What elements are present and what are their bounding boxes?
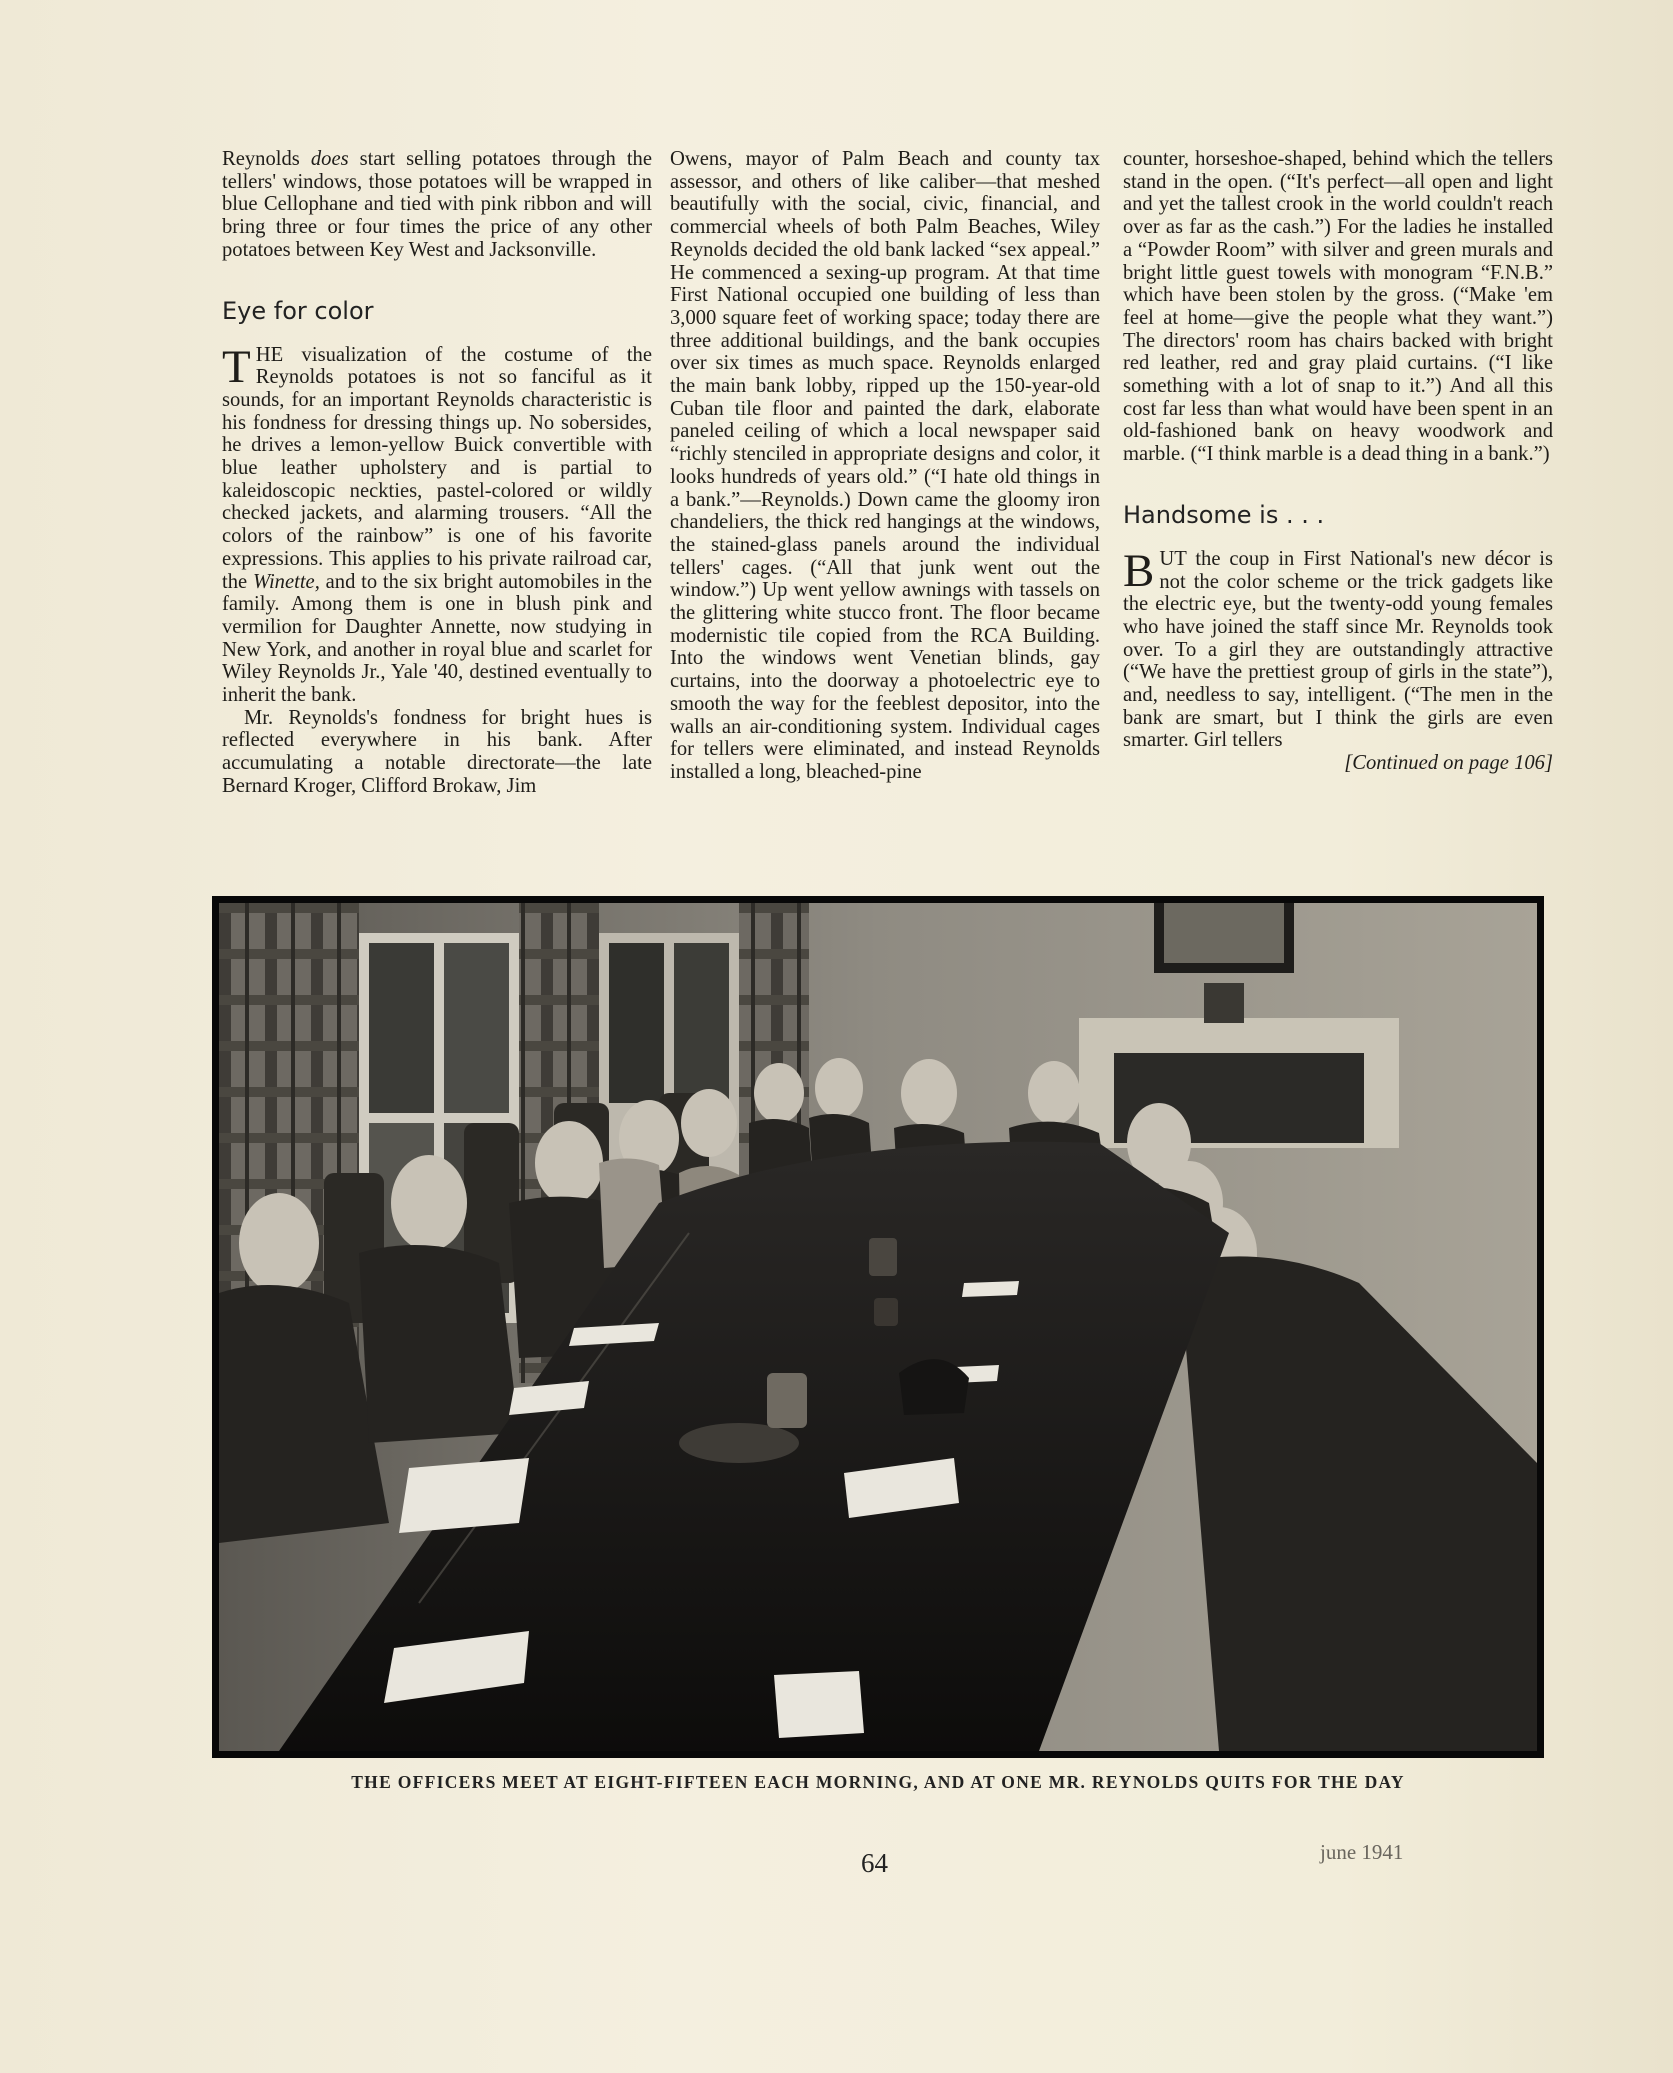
photo-frame — [212, 896, 1544, 1758]
article-column-3 — [1123, 148, 1553, 775]
italic-text: Winette, — [252, 570, 320, 593]
drop-cap: B — [1123, 544, 1155, 597]
paragraph — [222, 340, 652, 707]
continued-jump-line: [Continued on page 106] — [1344, 752, 1553, 775]
article-column-2 — [670, 148, 1100, 784]
text-run: Reynolds — [222, 148, 311, 170]
text-run: and to the six bright automobiles in the family. Among them is one in blush pink and vermilion for Daughter Annette, now studying in New York, and another in royal blue and scarlet for Wiley Reynolds Jr., Yale '40, destined eventually to inherit the bank. — [222, 570, 652, 707]
page-number: 64 — [861, 1848, 888, 1878]
issue-date: june 1941 — [1320, 1840, 1404, 1864]
italic-text: does — [310, 148, 349, 170]
paragraph: counter, horseshoe-shaped, behind which the tellers stand in the open. (“It's perfect—all open and light and yet the tallest crook in the world couldn't reach over as far as the cash.”) For the ladies he installed a “Powder Room” with silver and green murals and bright little guest towels with monogram “F.N.B.” which have been stolen by the gross. (“Make 'em feel at home—give the people what they want.”) The directors' room has chairs backed with bright red leather, red and gray plaid curtains. (“I like something with a lot of snap to it.”) And all this cost far less than what would have been spent in an old-fashioned bank on heavy woodwork and marble. (“I think marble is a dead thing in a bank.”) — [1123, 148, 1553, 466]
paragraph — [222, 148, 652, 262]
paragraph: Owens, mayor of Palm Beach and county tax assessor, and others of like caliber—that meshed beautifully with the social, civic, financial, and commercial wheels of both Palm Beaches, Wiley Reynolds decided the old bank lacked “sex appeal.” He commenced a sexing-up program. At that time First National occupied one building of less than 3,000 square feet of working space; today there are three additional buildings, and the bank occupies over six times as much space. Reynolds enlarged the main bank lobby, ripped up the 150-year-old Cuban tile floor and painted the dark, elaborate paneled ceiling of which a local newspaper said “richly stenciled in appropriate designs and color, it looks hundreds of years old.” (“I hate old things in a bank.”—Reynolds.) Down came the gloomy iron chandeliers, the thick red hangings at the windows, the stained-glass panels around the individual tellers' cages. (“All that junk went out the window.”) Up went yellow awnings with tassels on the glittering white stucco front. The floor became modernistic tile copied from the RCA Building. Into the windows went Venetian blinds, gay curtains, into the doorway a photoelectric eye to smooth the way for the feeblest depositor, into the walls an air-conditioning system. Individual cages for tellers were eliminated, and instead Reynolds installed a long, bleached-pine — [670, 148, 1100, 783]
section-subhead: Handsome is . . . — [1123, 500, 1325, 529]
boardroom-photo-illustration — [219, 903, 1537, 1751]
paragraph — [1123, 544, 1553, 752]
text-run: start selling potatoes through the tellers' windows, those potatoes will be wrapped in blue Cellophane and tied with pink ribbon and will bring three or four times the price of any other potatoes between Key West and Jacksonville. — [222, 148, 652, 261]
article-column-1 — [222, 148, 652, 798]
section-subhead: Eye for color — [222, 296, 374, 325]
text-run: UT the coup in First National's new décor is not the color scheme or the trick gadgets like the electric eye, but the twenty-odd young females who have joined the staff since Mr. Reynolds took over. To a girl they are outstandingly attractive (“We have the prettiest group of girls in the state”), and, needless to say, intelligent. (“The men in the bank are smart, but I think the girls are even smarter. Girl tellers — [1123, 547, 1553, 752]
text-run: HE visualization of the costume of the Reynolds potatoes is not so fanciful as it sounds, for an important Reynolds characteristic is his fondness for dressing things up. No sobersides, he drives a lemon-yellow Buick convertible with blue leather upholstery and is partial to kaleidoscopic neckties, pastel-colored or wildly checked jackets, and alarming trousers. “All the colors of the rainbow” is one of his favorite expressions. This applies to his private railroad car, the — [222, 343, 652, 593]
photo-caption: THE OFFICERS MEET AT EIGHT-FIFTEEN EACH MORNING, AND AT ONE MR. REYNOLDS QUITS FOR THE DAY — [351, 1772, 1405, 1792]
paragraph: Mr. Reynolds's fondness for bright hues is reflected everywhere in his bank. After accumulating a notable directorate—the late Bernard Kroger, Clifford Brokaw, Jim — [222, 706, 652, 797]
drop-cap: T — [222, 340, 251, 393]
boardroom-photo — [219, 903, 1537, 1751]
